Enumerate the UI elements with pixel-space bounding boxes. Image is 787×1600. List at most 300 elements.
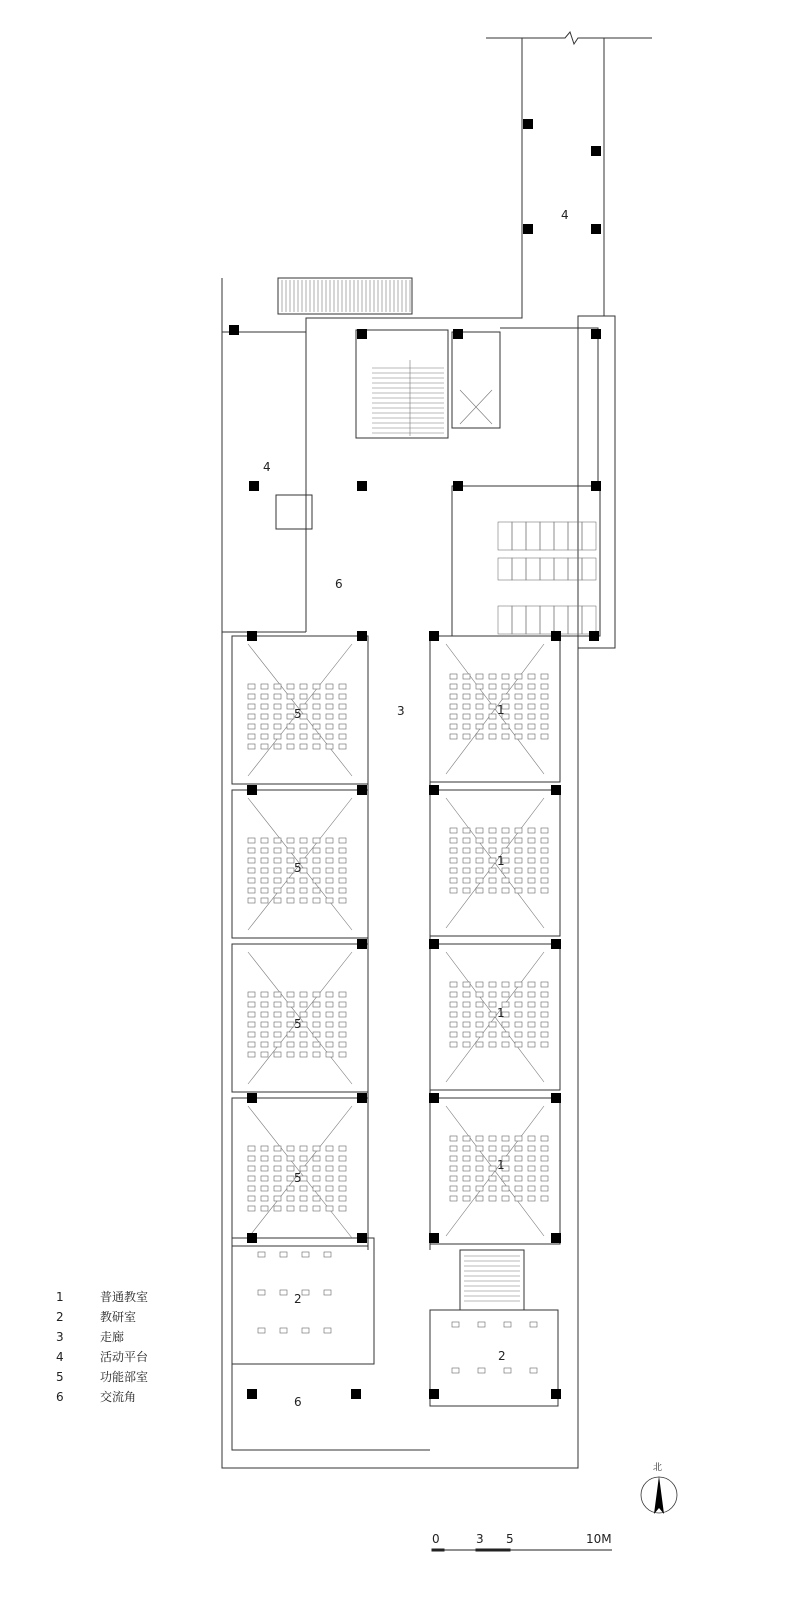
desk (274, 868, 281, 873)
desk (313, 838, 320, 843)
columns (229, 119, 601, 1399)
desk (476, 1042, 483, 1047)
legend-text: 功能部室 (100, 1370, 149, 1384)
desk (248, 734, 255, 739)
desk (502, 1032, 509, 1037)
desk (326, 1002, 333, 1007)
desk (313, 868, 320, 873)
toilet-stall (540, 558, 554, 580)
desk (450, 982, 457, 987)
column (551, 1233, 561, 1243)
column (551, 785, 561, 795)
desk (478, 1322, 485, 1327)
desk (274, 838, 281, 843)
desk (287, 684, 294, 689)
desk (515, 848, 522, 853)
legend-number: 4 (56, 1350, 64, 1364)
desk (476, 1146, 483, 1151)
desk (274, 858, 281, 863)
desk (274, 1042, 281, 1047)
desk (463, 982, 470, 987)
desk (300, 848, 307, 853)
desk (287, 1176, 294, 1181)
desk (287, 1042, 294, 1047)
desk (326, 1146, 333, 1151)
desk (450, 888, 457, 893)
desk (280, 1290, 287, 1295)
desk (274, 1032, 281, 1037)
label-4-top: 4 (561, 208, 569, 222)
column (429, 1233, 439, 1243)
desk (528, 714, 535, 719)
desk (326, 1042, 333, 1047)
desk (326, 734, 333, 739)
toilet-stall (582, 522, 596, 550)
toilet-stall (568, 522, 582, 550)
desk (450, 1022, 457, 1027)
desk (248, 1176, 255, 1181)
desk (463, 1196, 470, 1201)
desk (515, 1186, 522, 1191)
desk (515, 878, 522, 883)
toilet-stall (498, 558, 512, 580)
desk (528, 724, 535, 729)
desk (280, 1328, 287, 1333)
desk (463, 1022, 470, 1027)
desk (502, 828, 509, 833)
desk (339, 744, 346, 749)
desk (326, 1206, 333, 1211)
desk (287, 1156, 294, 1161)
desk (326, 1022, 333, 1027)
desk (339, 734, 346, 739)
desk (313, 1176, 320, 1181)
desk (450, 1042, 457, 1047)
desk (478, 1368, 485, 1373)
desk (476, 694, 483, 699)
desk (489, 1166, 496, 1171)
desk (274, 1146, 281, 1151)
desk (528, 858, 535, 863)
desk (313, 734, 320, 739)
desk (463, 858, 470, 863)
desk (515, 1146, 522, 1151)
desk (248, 878, 255, 883)
desk (339, 1012, 346, 1017)
desk (248, 858, 255, 863)
desk (300, 898, 307, 903)
desk (302, 1290, 309, 1295)
desk (489, 992, 496, 997)
desk (326, 1196, 333, 1201)
desk (528, 674, 535, 679)
desk (463, 694, 470, 699)
desk (504, 1322, 511, 1327)
desk (515, 1156, 522, 1161)
desk (261, 992, 268, 997)
desk (274, 1186, 281, 1191)
desk (476, 714, 483, 719)
desk (274, 1206, 281, 1211)
desk (489, 684, 496, 689)
desk (515, 1176, 522, 1181)
desk (287, 1146, 294, 1151)
office-right (430, 1310, 558, 1406)
desk (502, 1196, 509, 1201)
desk (261, 1156, 268, 1161)
desk (541, 674, 548, 679)
legend-text: 普通教室 (100, 1290, 149, 1304)
legend-text: 教研室 (100, 1310, 137, 1324)
desk (528, 888, 535, 893)
desk (489, 868, 496, 873)
desk (313, 1146, 320, 1151)
desk (300, 1196, 307, 1201)
desk (339, 1196, 346, 1201)
desk (287, 1166, 294, 1171)
desk (450, 828, 457, 833)
desk (326, 1052, 333, 1057)
column (453, 481, 463, 491)
desk (489, 724, 496, 729)
desk (502, 724, 509, 729)
desk (528, 982, 535, 987)
scale-label-10m: 10M (586, 1532, 612, 1546)
desk (541, 684, 548, 689)
desk (326, 1186, 333, 1191)
desk (326, 684, 333, 689)
toilet-stall (526, 522, 540, 550)
desk (463, 1166, 470, 1171)
desk (339, 714, 346, 719)
toilet-stall (554, 606, 568, 634)
toilet-stall (582, 558, 596, 580)
desk (476, 828, 483, 833)
desk (463, 848, 470, 853)
desk (515, 1012, 522, 1017)
desk (248, 744, 255, 749)
desk (287, 858, 294, 863)
desk (450, 1196, 457, 1201)
desk (463, 1002, 470, 1007)
column (591, 329, 601, 339)
desk (476, 992, 483, 997)
label-3: 3 (397, 704, 405, 718)
desk (463, 674, 470, 679)
desk (515, 992, 522, 997)
desk (502, 694, 509, 699)
legend-text: 交流角 (100, 1390, 137, 1404)
column (523, 119, 533, 129)
desk (248, 1032, 255, 1037)
desk (450, 734, 457, 739)
label-5-a: 5 (294, 707, 302, 721)
desk (541, 1012, 548, 1017)
desk (313, 858, 320, 863)
label-2-left: 2 (294, 1292, 302, 1306)
desk (313, 714, 320, 719)
desk (502, 1146, 509, 1151)
desk (476, 848, 483, 853)
toilet-stall (568, 606, 582, 634)
desk (280, 1252, 287, 1257)
desk (476, 1032, 483, 1037)
desk (326, 724, 333, 729)
desk (530, 1322, 537, 1327)
desk (339, 1206, 346, 1211)
column (429, 785, 439, 795)
desk (326, 694, 333, 699)
desk (339, 838, 346, 843)
north-label: 北 (653, 1463, 663, 1473)
desk (502, 848, 509, 853)
column (523, 224, 533, 234)
desk (287, 888, 294, 893)
desk (502, 1042, 509, 1047)
desk (313, 878, 320, 883)
desk (258, 1252, 265, 1257)
label-5-d: 5 (294, 1171, 302, 1185)
desk (541, 828, 548, 833)
desk (300, 1042, 307, 1047)
desk (287, 724, 294, 729)
desk (274, 1166, 281, 1171)
desk (502, 684, 509, 689)
desk (274, 1002, 281, 1007)
desk (450, 858, 457, 863)
desk (339, 898, 346, 903)
break-line (486, 32, 652, 44)
desk (261, 724, 268, 729)
desk (326, 1176, 333, 1181)
desk (339, 684, 346, 689)
desk (313, 694, 320, 699)
desk (274, 1176, 281, 1181)
desk (274, 724, 281, 729)
desk (287, 992, 294, 997)
desk (300, 1032, 307, 1037)
desk (515, 1136, 522, 1141)
desk (261, 694, 268, 699)
desk (326, 1156, 333, 1161)
desk (339, 1156, 346, 1161)
desk (476, 1186, 483, 1191)
legend-number: 5 (56, 1370, 64, 1384)
desk (287, 898, 294, 903)
desk (528, 1146, 535, 1151)
desk (300, 878, 307, 883)
column (357, 481, 367, 491)
toilet-stall (554, 522, 568, 550)
desk (528, 878, 535, 883)
desk (274, 992, 281, 997)
column (551, 1093, 561, 1103)
desk (287, 1002, 294, 1007)
desk (248, 724, 255, 729)
desk (463, 714, 470, 719)
desk (313, 704, 320, 709)
desk (450, 694, 457, 699)
desk (476, 1012, 483, 1017)
desk (528, 1042, 535, 1047)
desk (261, 734, 268, 739)
desk (313, 1196, 320, 1201)
desk (515, 714, 522, 719)
desk (528, 1032, 535, 1037)
desk (261, 858, 268, 863)
desk (476, 684, 483, 689)
desk (463, 1012, 470, 1017)
desk (476, 868, 483, 873)
desk (287, 1206, 294, 1211)
desk (326, 992, 333, 997)
desk (313, 1032, 320, 1037)
desk (515, 888, 522, 893)
desk (515, 674, 522, 679)
desk (261, 1052, 268, 1057)
desk (261, 1022, 268, 1027)
desk (502, 1176, 509, 1181)
desk (450, 868, 457, 873)
desk (476, 734, 483, 739)
column (551, 1389, 561, 1399)
toilet-stall (512, 558, 526, 580)
desk (300, 1052, 307, 1057)
desk (541, 1002, 548, 1007)
desk (274, 1052, 281, 1057)
desk (261, 888, 268, 893)
desk (300, 1002, 307, 1007)
desk (261, 1032, 268, 1037)
desk (541, 1146, 548, 1151)
desk (274, 1196, 281, 1201)
desk (528, 1156, 535, 1161)
elevator-shaft (452, 332, 500, 428)
desk (541, 704, 548, 709)
north-arrow (641, 1461, 677, 1514)
scale-label-0: 0 (432, 1532, 440, 1546)
desk (302, 1328, 309, 1333)
column (357, 785, 367, 795)
desk (476, 1022, 483, 1027)
legend-item (56, 1347, 148, 1367)
desk (339, 1032, 346, 1037)
desk (476, 1176, 483, 1181)
desk (274, 878, 281, 883)
desk (489, 1186, 496, 1191)
desk (528, 684, 535, 689)
desk (287, 1022, 294, 1027)
desk (261, 1042, 268, 1047)
desk (515, 1166, 522, 1171)
desk (450, 992, 457, 997)
desk (541, 888, 548, 893)
desk (326, 848, 333, 853)
desk (248, 868, 255, 873)
desk (450, 1146, 457, 1151)
column (429, 1093, 439, 1103)
desk (515, 1002, 522, 1007)
desk (450, 848, 457, 853)
desk (326, 1032, 333, 1037)
desk (528, 1022, 535, 1027)
desk (287, 734, 294, 739)
desk (339, 878, 346, 883)
desk (450, 684, 457, 689)
desk (528, 1002, 535, 1007)
desk (339, 1166, 346, 1171)
desk (287, 694, 294, 699)
desk (528, 848, 535, 853)
desk (248, 1146, 255, 1151)
desk (274, 1012, 281, 1017)
desk (541, 1176, 548, 1181)
column (357, 631, 367, 641)
desk (450, 1176, 457, 1181)
desk (300, 684, 307, 689)
desk (515, 1022, 522, 1027)
legend-number: 1 (56, 1290, 64, 1304)
toilet-stall (540, 606, 554, 634)
column (453, 329, 463, 339)
desk (530, 1368, 537, 1373)
desk (528, 1196, 535, 1201)
column (551, 939, 561, 949)
desk (248, 1002, 255, 1007)
desk (502, 1136, 509, 1141)
desk (326, 744, 333, 749)
column (247, 631, 257, 641)
desk (489, 704, 496, 709)
toilet-stall (568, 558, 582, 580)
legend-item (56, 1367, 148, 1387)
label-6-bottom: 6 (294, 1395, 302, 1409)
desk (248, 1012, 255, 1017)
desk (463, 734, 470, 739)
desk (287, 868, 294, 873)
desk (274, 1156, 281, 1161)
desk (300, 1156, 307, 1161)
desk (476, 1196, 483, 1201)
desk (528, 992, 535, 997)
desk (502, 888, 509, 893)
desk (274, 898, 281, 903)
desk (248, 838, 255, 843)
desk (502, 992, 509, 997)
desk (515, 694, 522, 699)
desk (541, 724, 548, 729)
desk (489, 848, 496, 853)
desk (326, 868, 333, 873)
desk (261, 1146, 268, 1151)
desk (489, 1032, 496, 1037)
desk (528, 1166, 535, 1171)
desk (326, 888, 333, 893)
desk (313, 1012, 320, 1017)
desk (287, 704, 294, 709)
desk (541, 858, 548, 863)
desk (274, 1022, 281, 1027)
desk (450, 704, 457, 709)
desk (515, 828, 522, 833)
desk (261, 1166, 268, 1171)
desk (450, 714, 457, 719)
label-1-d: 1 (497, 1158, 505, 1172)
scale-labels (428, 1532, 628, 1572)
legend-number: 6 (56, 1390, 64, 1404)
desk (339, 858, 346, 863)
desk (502, 868, 509, 873)
